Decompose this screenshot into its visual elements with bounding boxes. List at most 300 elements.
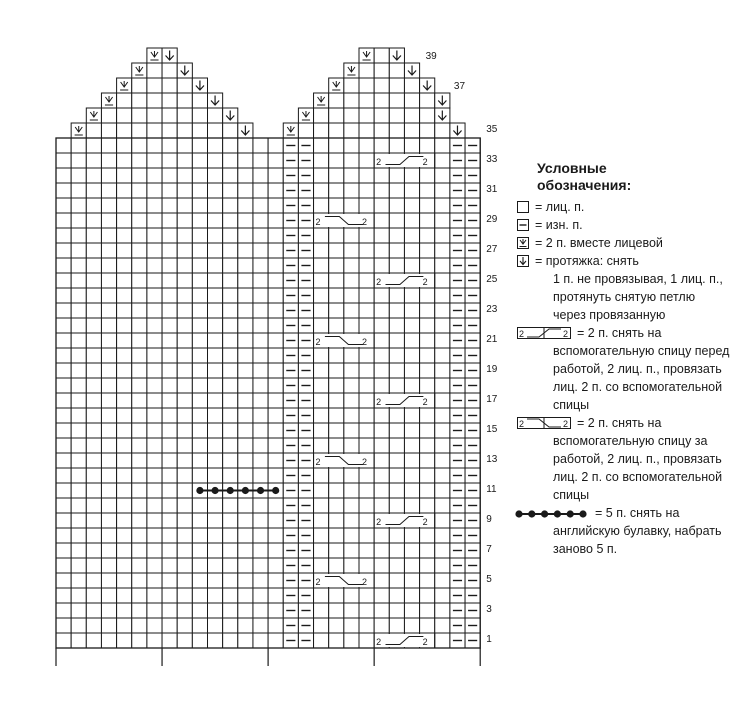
chart-cell [223,378,238,393]
chart-cell [162,228,177,243]
chart-cell [404,213,419,228]
chart-cell [435,528,450,543]
chart-cell [56,378,71,393]
chart-cell [223,408,238,423]
chart-cell [268,138,283,153]
chart-cell [389,123,404,138]
chart-cell [177,468,192,483]
chart-cell [253,453,268,468]
chart-cell [56,498,71,513]
chart-cell [359,633,374,648]
chart-cell [359,168,374,183]
chart-cell [435,138,450,153]
legend-pin: = 5 п. снять на английскую булавку, набрать заново 5 п. [515,504,730,558]
chart-cell [192,498,207,513]
chart-cell [56,573,71,588]
chart-cell [344,558,359,573]
chart-cell [208,513,223,528]
safety-pin-stitch [257,487,264,494]
chart-cell [404,228,419,243]
chart-cell [117,228,132,243]
chart-cell [223,318,238,333]
chart-cell [329,378,344,393]
chart-cell [132,213,147,228]
chart-cell [253,243,268,258]
chart-cell [435,318,450,333]
chart-cell [223,573,238,588]
chart-cell [162,453,177,468]
chart-cell [223,213,238,228]
chart-cell [71,393,86,408]
chart-cell [359,93,374,108]
legend-cable-front: 2 2 = 2 п. снять на вспомогательную спицу перед работой, 2 лиц. п., провязать лиц. 2 п. со вспомогательной спицы [519,326,730,412]
chart-cell [117,378,132,393]
chart-cell [374,603,389,618]
chart-cell [147,573,162,588]
chart-cell [404,183,419,198]
chart-cell [223,558,238,573]
chart-cell [268,603,283,618]
chart-cell [117,153,132,168]
chart-cell [192,168,207,183]
cable-count-label: 2 [315,337,321,347]
chart-cell [117,303,132,318]
chart-cell [435,258,450,273]
chart-cell [404,603,419,618]
chart-cell [101,228,116,243]
cable-count-label: 2 [362,337,368,347]
chart-cell [314,513,329,528]
chart-cell [389,183,404,198]
chart-cell [101,633,116,648]
chart-cell [132,423,147,438]
chart-cell [374,588,389,603]
chart-cell [147,213,162,228]
cable-count-label: 2 [362,217,368,227]
chart-cell [389,228,404,243]
chart-cell [420,288,435,303]
chart-cell [268,243,283,258]
chart-cell [56,318,71,333]
chart-cell [132,153,147,168]
chart-cell [71,468,86,483]
chart-cell [162,423,177,438]
chart-cell [404,303,419,318]
chart-cell [389,543,404,558]
chart-cell [329,303,344,318]
chart-cell [253,633,268,648]
chart-cell [314,423,329,438]
chart-cell [208,453,223,468]
chart-cell [208,618,223,633]
chart-cell [253,303,268,318]
cable-count-label: 2 [422,397,428,407]
chart-cell [389,423,404,438]
chart-cell [117,93,132,108]
chart-cell [435,243,450,258]
chart-cell [177,198,192,213]
chart-cell [238,303,253,318]
chart-cell [132,483,147,498]
chart-cell [132,258,147,273]
chart-cell [314,543,329,558]
chart-cell [71,168,86,183]
chart-cell [71,453,86,468]
chart-cell [389,453,404,468]
chart-cell [177,333,192,348]
chart-cell [238,513,253,528]
chart-cell [208,153,223,168]
chart-cell [435,228,450,243]
row-number: 1 [486,634,492,645]
chart-cell [238,393,253,408]
chart-cell [132,288,147,303]
chart-cell [177,543,192,558]
chart-cell [132,348,147,363]
chart-cell [208,558,223,573]
chart-cell [238,453,253,468]
chart-cell [71,303,86,318]
row-number: 33 [486,154,498,165]
chart-cell [435,408,450,423]
chart-cell [253,468,268,483]
chart-cell [389,198,404,213]
chart-cell [101,603,116,618]
chart-cell [177,528,192,543]
chart-cell [238,498,253,513]
chart-cell [374,213,389,228]
chart-cell [192,603,207,618]
chart-cell [101,573,116,588]
legend-psso: = протяжка: снять 1 п. не провязывая, 1 лиц. п., протянуть снятую петлю через провязанную [515,252,730,324]
chart-cell [314,498,329,513]
chart-cell [132,108,147,123]
chart-cell [329,393,344,408]
cable-count-label: 2 [315,457,321,467]
chart-cell [404,243,419,258]
chart-cell [268,168,283,183]
chart-cell [192,123,207,138]
chart-cell [71,198,86,213]
chart-cell [132,438,147,453]
chart-cell [147,333,162,348]
chart-cell [329,93,344,108]
chart-cell [389,618,404,633]
row-number: 19 [486,364,498,375]
psso-icon [517,255,529,267]
chart-cell [56,513,71,528]
chart-cell [223,348,238,363]
chart-cell [101,153,116,168]
chart-cell [359,483,374,498]
chart-cell [374,108,389,123]
chart-cell [420,498,435,513]
chart-cell [192,318,207,333]
chart-cell [389,483,404,498]
chart-cell [359,198,374,213]
chart-cell [268,348,283,363]
chart-cell [192,288,207,303]
chart-cell [329,468,344,483]
chart-cell [329,423,344,438]
chart-cell [223,333,238,348]
chart-cell [192,438,207,453]
chart-cell [117,123,132,138]
chart-cell [404,543,419,558]
chart-cell [132,558,147,573]
chart-cell [344,588,359,603]
chart-cell [359,108,374,123]
chart-cell [268,438,283,453]
chart-cell [359,348,374,363]
chart-cell [132,633,147,648]
chart-cell [435,348,450,363]
chart-cell [253,198,268,213]
chart-cell [389,558,404,573]
chart-cell [208,123,223,138]
chart-cell [132,363,147,378]
chart-cell [359,288,374,303]
chart-cell [147,63,162,78]
chart-cell [314,318,329,333]
chart-cell [117,483,132,498]
chart-cell [359,438,374,453]
chart-cell [389,468,404,483]
chart-cell [329,273,344,288]
chart-cell [86,543,101,558]
chart-cell [329,108,344,123]
chart-cell [147,228,162,243]
chart-cell [223,393,238,408]
chart-cell [56,198,71,213]
chart-cell [86,453,101,468]
chart-cell [71,483,86,498]
chart-cell [147,258,162,273]
chart-cell [71,513,86,528]
chart-cell [147,123,162,138]
chart-cell [253,558,268,573]
chart-cell [208,543,223,558]
chart-cell [268,468,283,483]
chart-cell [374,288,389,303]
row-number: 29 [486,214,498,225]
chart-cell [268,423,283,438]
chart-cell [117,543,132,558]
chart-cell [162,498,177,513]
chart-cell [117,348,132,363]
chart-cell [132,588,147,603]
chart-cell [208,138,223,153]
cable-count-label: 2 [376,397,382,407]
chart-cell [86,363,101,378]
chart-cell [329,498,344,513]
chart-cell [253,513,268,528]
chart-cell [86,438,101,453]
chart-cell [314,378,329,393]
chart-cell [314,348,329,363]
chart-cell [86,243,101,258]
chart-cell [177,228,192,243]
chart-cell [162,108,177,123]
chart-cell [420,363,435,378]
chart-cell [192,558,207,573]
chart-cell [117,108,132,123]
chart-cell [268,288,283,303]
chart-cell [117,453,132,468]
chart-cell [314,273,329,288]
chart-cell [404,453,419,468]
chart-cell [404,573,419,588]
chart-cell [374,483,389,498]
chart-cell [344,228,359,243]
chart-cell [208,393,223,408]
chart-cell [268,228,283,243]
chart-cell [192,378,207,393]
chart-cell [374,498,389,513]
chart-cell [223,228,238,243]
chart-cell [359,273,374,288]
chart-cell [86,378,101,393]
chart-cell [268,618,283,633]
chart-cell [192,93,207,108]
chart-cell [147,78,162,93]
chart-cell [268,558,283,573]
chart-cell [420,438,435,453]
chart-cell [404,423,419,438]
chart-cell [147,198,162,213]
chart-cell [101,333,116,348]
chart-cell [208,168,223,183]
chart-cell [253,318,268,333]
chart-cell [238,183,253,198]
chart-cell [101,438,116,453]
chart-cell [374,528,389,543]
chart-cell [435,393,450,408]
chart-cell [268,633,283,648]
chart-cell [314,528,329,543]
chart-cell [238,348,253,363]
chart-cell [238,378,253,393]
chart-cell [71,333,86,348]
chart-cell [117,573,132,588]
chart-cell [162,213,177,228]
chart-cell [435,633,450,648]
chart-cell [268,183,283,198]
chart-cell [238,573,253,588]
chart-cell [420,573,435,588]
chart-cell [344,528,359,543]
chart-cell [117,468,132,483]
chart-cell [435,513,450,528]
chart-cell [223,498,238,513]
cable-count-label: 2 [376,637,382,647]
chart-cell [344,303,359,318]
chart-cell [147,483,162,498]
chart-cell [101,108,116,123]
chart-cell [344,423,359,438]
chart-cell [344,483,359,498]
chart-cell [71,618,86,633]
chart-cell [389,168,404,183]
chart-cell [101,468,116,483]
chart-cell [177,588,192,603]
chart-cell [71,213,86,228]
chart-cell [162,543,177,558]
chart-cell [56,288,71,303]
chart-cell [314,258,329,273]
chart-cell [101,588,116,603]
chart-cell [162,333,177,348]
chart-cell [329,348,344,363]
cable-count-label: 2 [362,457,368,467]
svg-text:2: 2 [519,419,525,429]
chart-cell [56,453,71,468]
chart-cell [420,618,435,633]
chart-cell [389,138,404,153]
k2tog-icon [517,237,529,249]
chart-cell [223,198,238,213]
chart-cell [223,618,238,633]
chart-cell [344,273,359,288]
chart-cell [117,288,132,303]
chart-cell [132,333,147,348]
chart-cell [359,63,374,78]
chart-cell [132,543,147,558]
legend-k2tog: = 2 п. вместе лицевой [515,234,730,252]
safety-pin-stitch [272,487,279,494]
chart-cell [86,513,101,528]
chart-cell [435,453,450,468]
chart-cell [374,258,389,273]
row-number: 39 [425,51,437,62]
chart-cell [344,123,359,138]
chart-cell [238,138,253,153]
chart-cell [420,348,435,363]
chart-cell [329,123,344,138]
chart-cell [268,258,283,273]
chart-cell [404,498,419,513]
chart-cell [117,438,132,453]
chart-cell [420,333,435,348]
chart-cell [56,213,71,228]
chart-cell [344,408,359,423]
chart-cell [86,153,101,168]
cable-back-icon [517,417,571,429]
chart-cell [117,243,132,258]
chart-cell [132,138,147,153]
chart-cell [268,528,283,543]
chart-cell [223,453,238,468]
chart-cell [359,588,374,603]
chart-cell [86,168,101,183]
chart-cell [268,453,283,468]
chart-cell [86,303,101,318]
chart-cell [268,498,283,513]
chart-cell [314,198,329,213]
chart-cell [147,273,162,288]
chart-cell [404,483,419,498]
chart-cell [374,618,389,633]
chart-cell [117,513,132,528]
chart-cell [132,123,147,138]
chart-cell [162,558,177,573]
chart-cell [132,408,147,423]
chart-cell [374,183,389,198]
chart-cell [117,273,132,288]
chart-cell [359,378,374,393]
chart-cell [420,318,435,333]
chart-cell [223,528,238,543]
